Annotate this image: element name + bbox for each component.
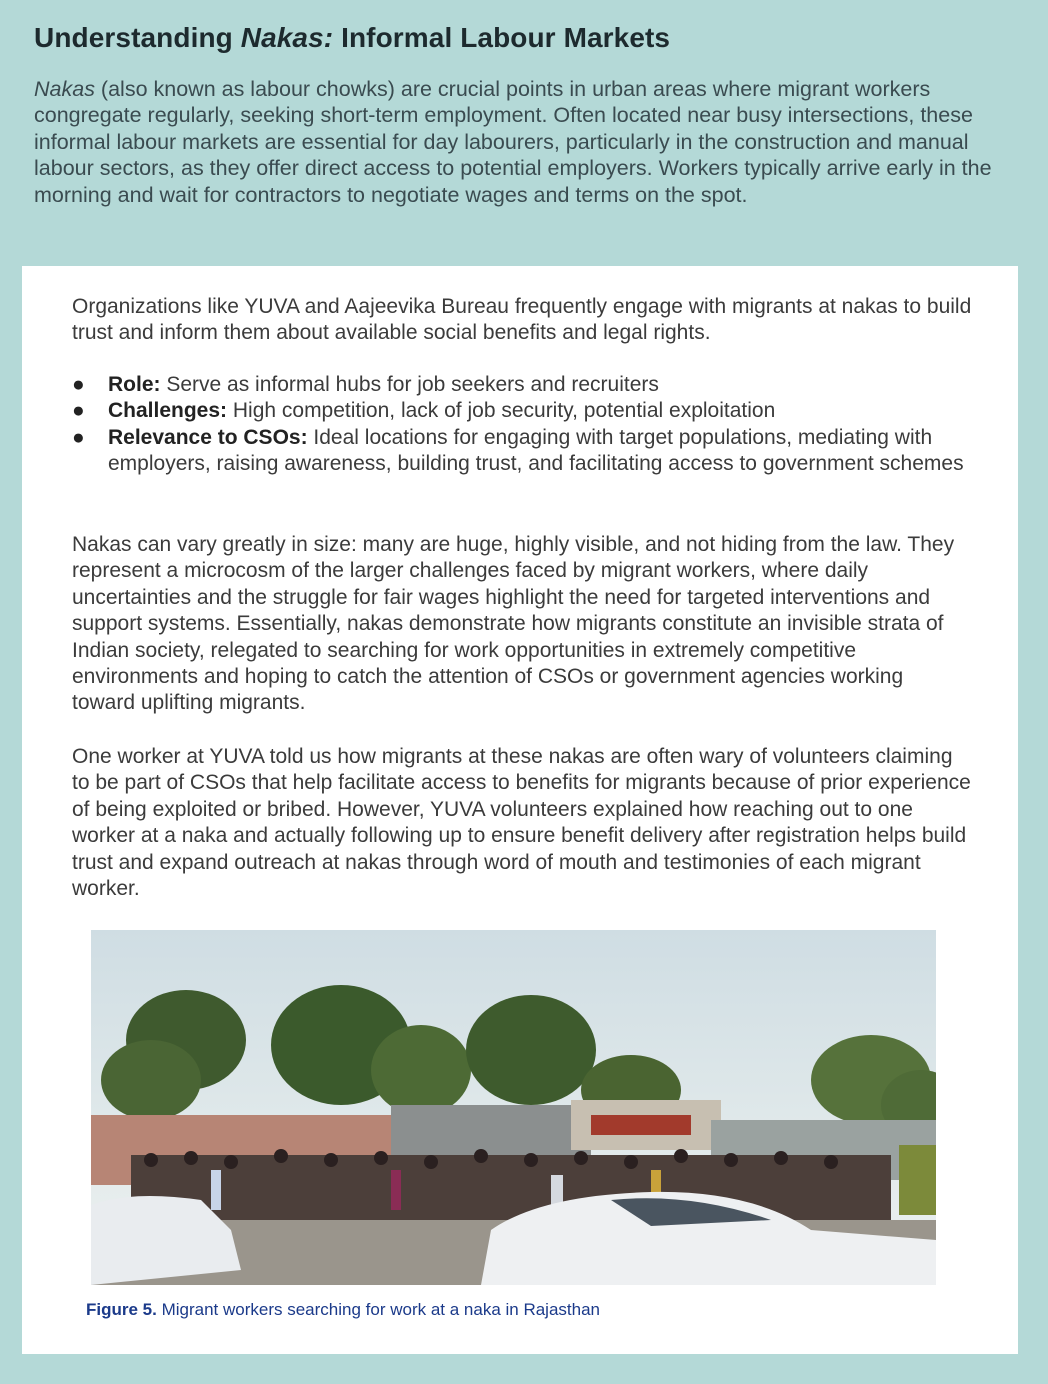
figure-label: Figure 5. bbox=[86, 1300, 157, 1319]
bullet-label: Role: bbox=[108, 373, 161, 396]
intro-text: (also known as labour chowks) are crucial points in urban areas where migrant workers congregate regularly, seeking short-term employment. Often located near busy intersections, these informal labour markets are essential for day labourers, particularly in the construction and manual labour sectors, as they offer direct access to potential employers. Workers typically arrive early in the morning and wait for contractors to negotiate wages and terms on the spot. bbox=[34, 77, 992, 207]
photo-illustration bbox=[91, 930, 936, 1285]
bullet-list bbox=[72, 372, 972, 478]
intro-italic: Nakas bbox=[34, 77, 95, 101]
intro-paragraph bbox=[34, 76, 1014, 208]
title-prefix: Understanding bbox=[34, 22, 241, 53]
bullet-text: Serve as informal hubs for job seekers and recruiters bbox=[160, 373, 659, 396]
bullet-dot-icon: ● bbox=[72, 373, 85, 396]
paragraph-worker-account: One worker at YUVA told us how migrants at these nakas are often wary of volunteers claiming to be part of CSOs that help facilitate access to benefits for migrants because of prior experience of being exploited or bribed. However, YUVA volunteers explained how reaching out to one worker at a naka and actually following up to ensure benefit delivery after registration helps build trust and expand outreach at nakas through word of mouth and testimonies of each migrant worker. bbox=[72, 745, 971, 901]
bullet-label: Challenges: bbox=[108, 399, 228, 423]
figure-caption bbox=[86, 1300, 600, 1320]
naka-photo bbox=[91, 930, 936, 1285]
title-italic: Nakas: bbox=[240, 22, 334, 53]
bullet-dot-icon: ● bbox=[72, 399, 85, 423]
bullet-item-role bbox=[72, 372, 972, 398]
auto-rickshaw bbox=[899, 1145, 936, 1215]
paragraph-size: Nakas can vary greatly in size: many are huge, highly visible, and not hiding from the law. They represent a microcosm of the larger challenges faced by migrant workers, where daily uncertainties and the struggle for fair wages highlight the need for targeted interventions and support systems. Essentially, nakas demonstrate how migrants constitute an invisible strata of Indian society, relegated to searching for work opportunities in extremely competitive environments and hoping to catch the attention of CSOs or government agencies working toward uplifting migrants. bbox=[72, 533, 955, 715]
title-suffix: Informal Labour Markets bbox=[333, 22, 671, 53]
figure-caption-text: Migrant workers searching for work at a naka in Rajasthan bbox=[156, 1300, 601, 1319]
bullet-dot-icon: ● bbox=[72, 425, 85, 449]
bullet-text: Ideal locations for engaging with target populations, mediating with employers, raising awareness, building trust, and facilitating access to government schemes bbox=[108, 425, 964, 476]
bullet-item-challenges bbox=[72, 398, 972, 424]
paragraph-organizations: Organizations like YUVA and Aajeevika Bureau frequently engage with migrants at nakas to build trust and inform them about available social benefits and legal rights. bbox=[72, 295, 972, 345]
shop-sign bbox=[591, 1115, 691, 1135]
header-box bbox=[34, 18, 1014, 208]
bullet-item-relevance bbox=[72, 425, 972, 478]
page-title bbox=[34, 18, 1014, 58]
bullet-text: High competition, lack of job security, potential exploitation bbox=[227, 399, 776, 423]
bullet-label: Relevance to CSOs: bbox=[108, 425, 308, 449]
content-card bbox=[22, 266, 1018, 1354]
